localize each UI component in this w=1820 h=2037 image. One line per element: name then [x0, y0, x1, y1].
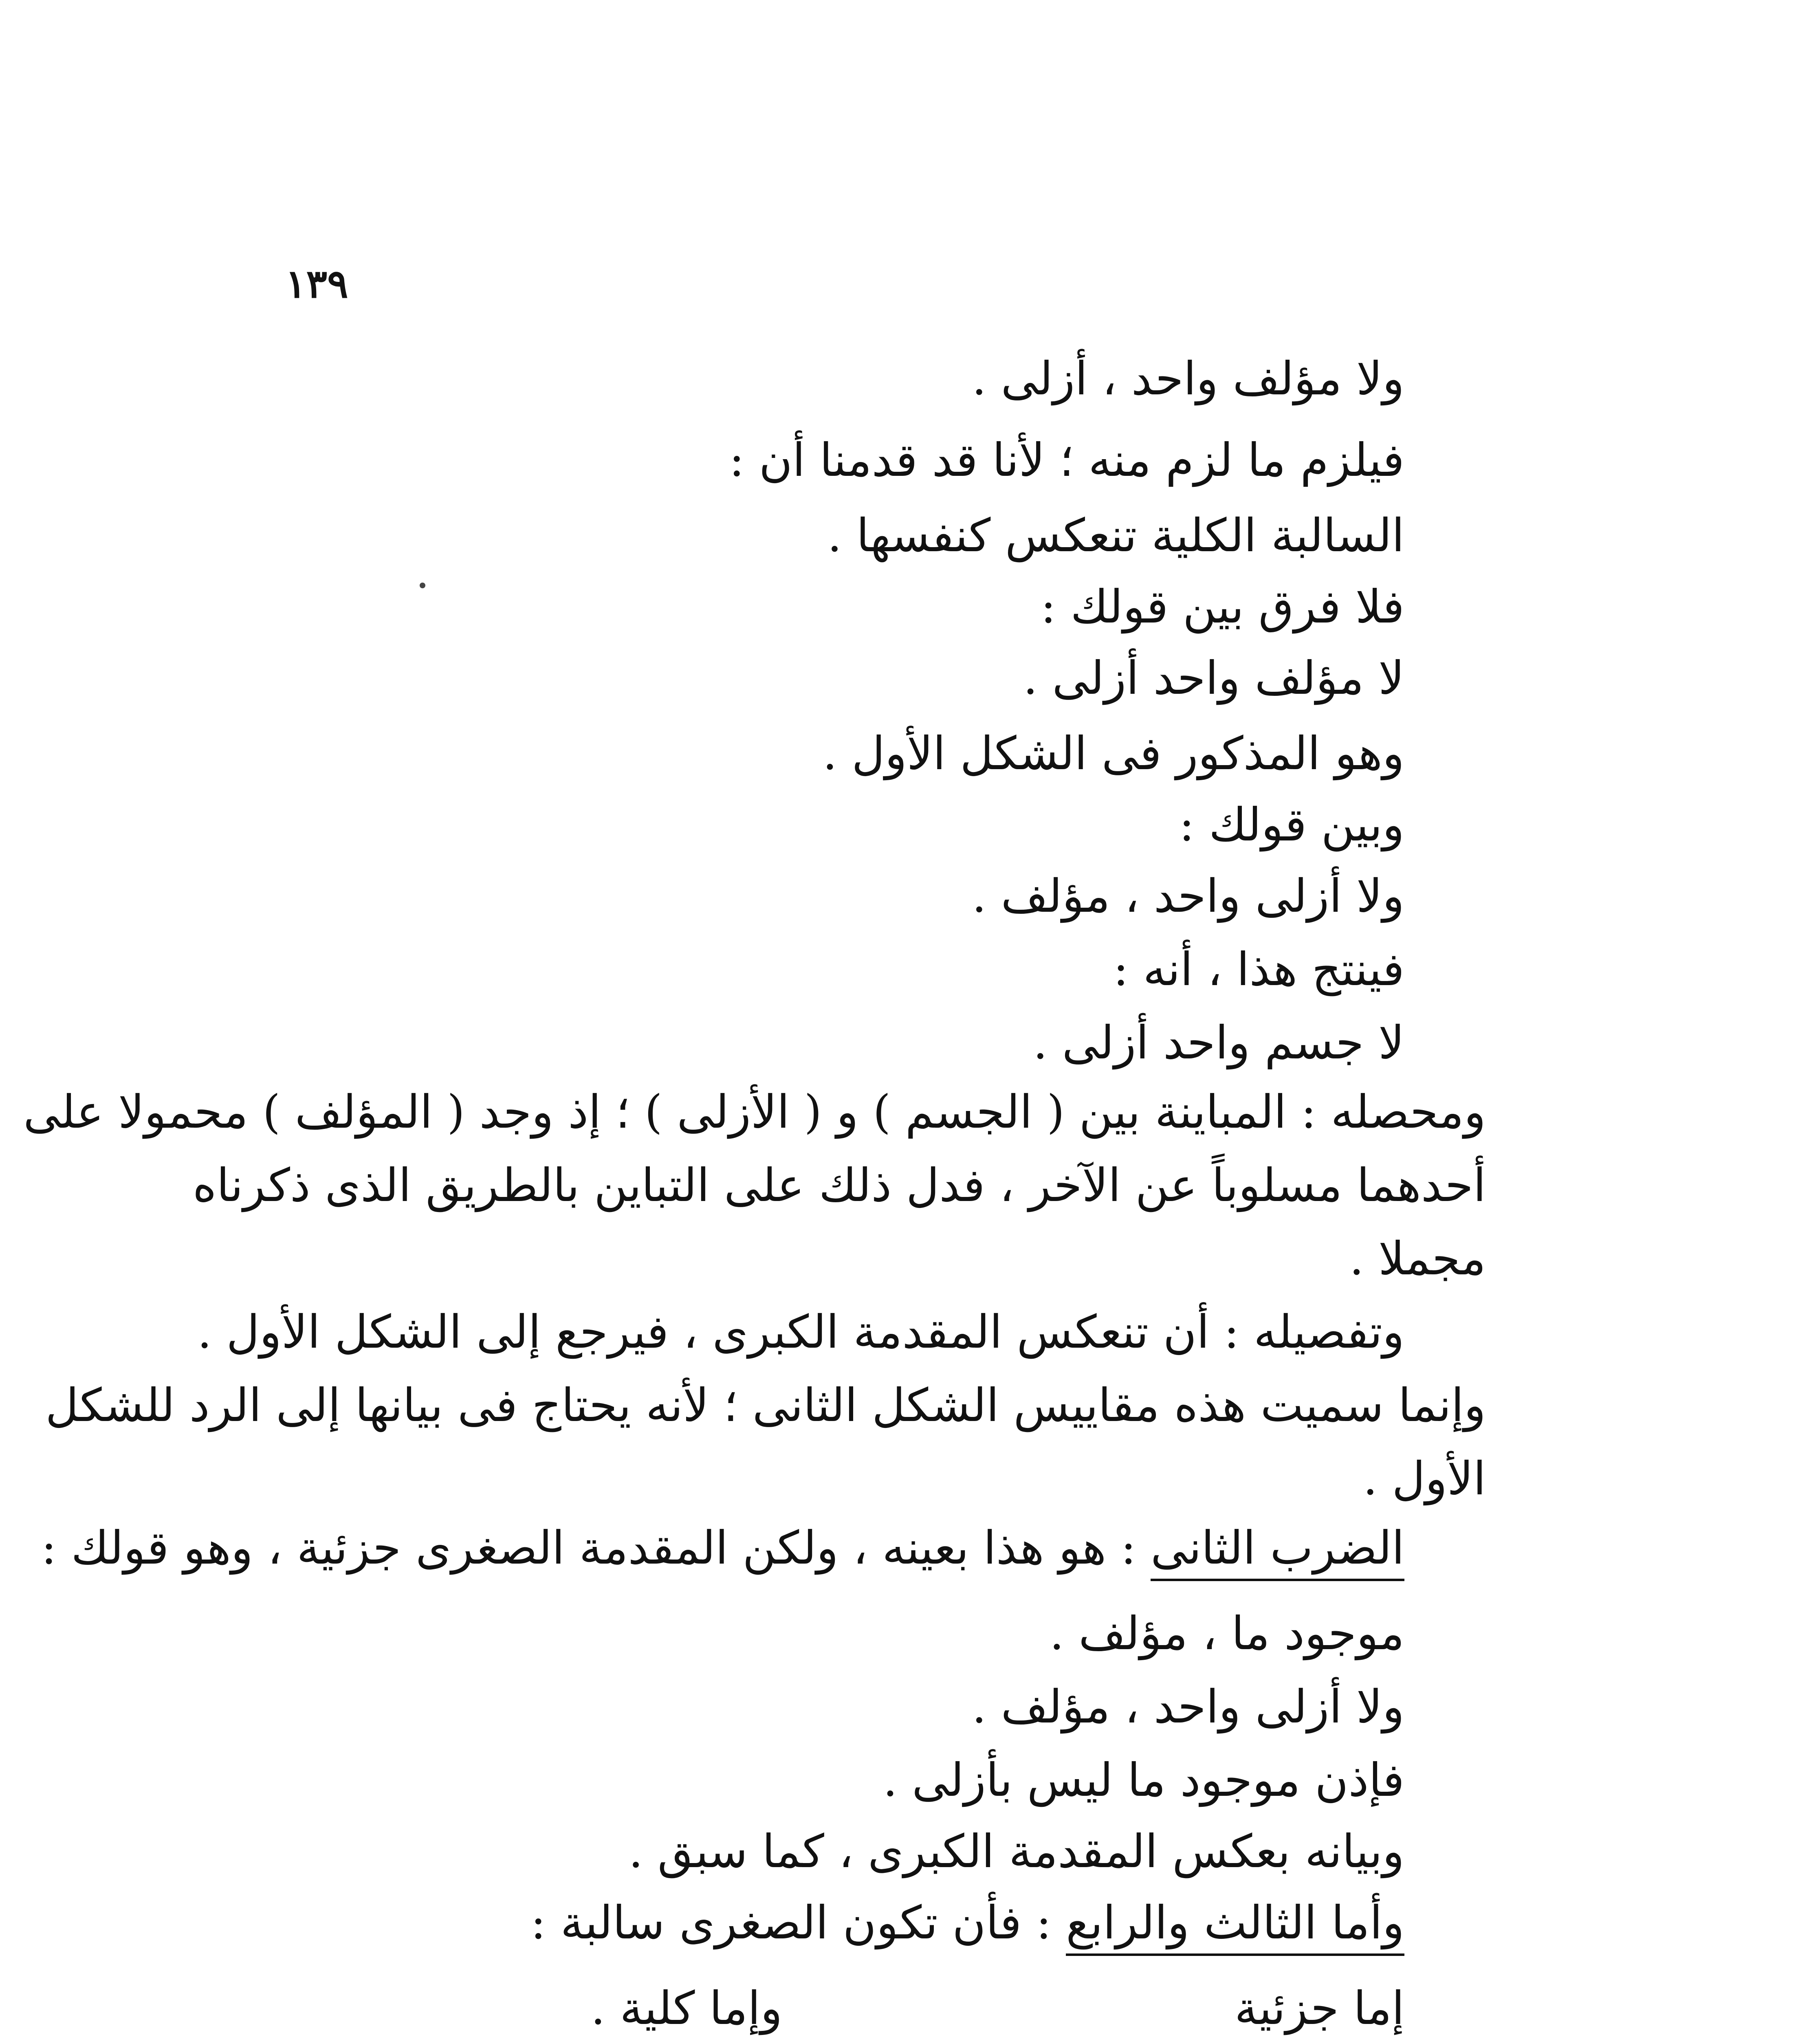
- text-line: فلا فرق بين قولك :: [1041, 581, 1404, 634]
- text-line: وتفصيله : أن تنعكس المقدمة الكبرى ، فيرجع إلى الشكل الأول .: [197, 1306, 1404, 1359]
- section-line-third-fourth: [530, 1894, 1404, 1951]
- text-line: لا جسم واحد أزلى .: [1033, 1016, 1404, 1069]
- text-line: فينتج هذا ، أنه :: [1113, 943, 1404, 996]
- text-line: ولا أزلى واحد ، مؤلف .: [972, 1681, 1404, 1733]
- text-line: ولا مؤلف واحد ، أزلى .: [972, 352, 1404, 405]
- paragraph-line: الأول .: [1363, 1452, 1486, 1505]
- paragraph-line: أحدهما مسلوباً عن الآخر ، فدل ذلك على التباين بالطريق الذى ذكرناه: [192, 1159, 1486, 1212]
- page-number: ١٣٩: [285, 261, 348, 307]
- text-line: وهو المذكور فى الشكل الأول .: [823, 727, 1404, 780]
- text-line: فيلزم ما لزم منه ؛ لأنا قد قدمنا أن :: [729, 434, 1404, 487]
- section-text: : فأن تكون الصغرى سالبة :: [530, 1896, 1066, 1949]
- text-line: فإذن موجود ما ليس بأزلى .: [883, 1754, 1404, 1807]
- text-line: موجود ما ، مؤلف .: [1049, 1607, 1404, 1660]
- option-right: إما جزئية: [1235, 1982, 1404, 2035]
- text-line: وبيانه بعكس المقدمة الكبرى ، كما سبق .: [628, 1825, 1404, 1878]
- text-line: وبين قولك :: [1179, 799, 1404, 851]
- text-line: لا مؤلف واحد أزلى .: [1023, 652, 1404, 705]
- paragraph-line: وإنما سميت هذه مقاييس الشكل الثانى ؛ لأنه يحتاج فى بيانها إلى الرد للشكل: [45, 1379, 1486, 1432]
- text-line: ولا أزلى واحد ، مؤلف .: [972, 870, 1404, 923]
- section-heading-second-mood: الضرب الثانى: [1151, 1522, 1404, 1581]
- section-heading-third-fourth: وأما الثالث والرابع: [1066, 1896, 1404, 1956]
- paragraph-line: مجملا .: [1349, 1232, 1486, 1285]
- section-line-second-mood: [41, 1520, 1404, 1577]
- text-line: السالبة الكلية تنعكس كنفسها .: [827, 509, 1404, 562]
- ink-speck: [420, 583, 425, 588]
- option-left: وإما كلية .: [591, 1982, 783, 2035]
- paragraph-line: ومحصله : المباينة بين ( الجسم ) و ( الأزلى ) ؛ إذ وجد ( المؤلف ) محمولا على: [23, 1086, 1486, 1139]
- section-text: : هو هذا بعينه ، ولكن المقدمة الصغرى جزئية ، وهو قولك :: [41, 1522, 1151, 1575]
